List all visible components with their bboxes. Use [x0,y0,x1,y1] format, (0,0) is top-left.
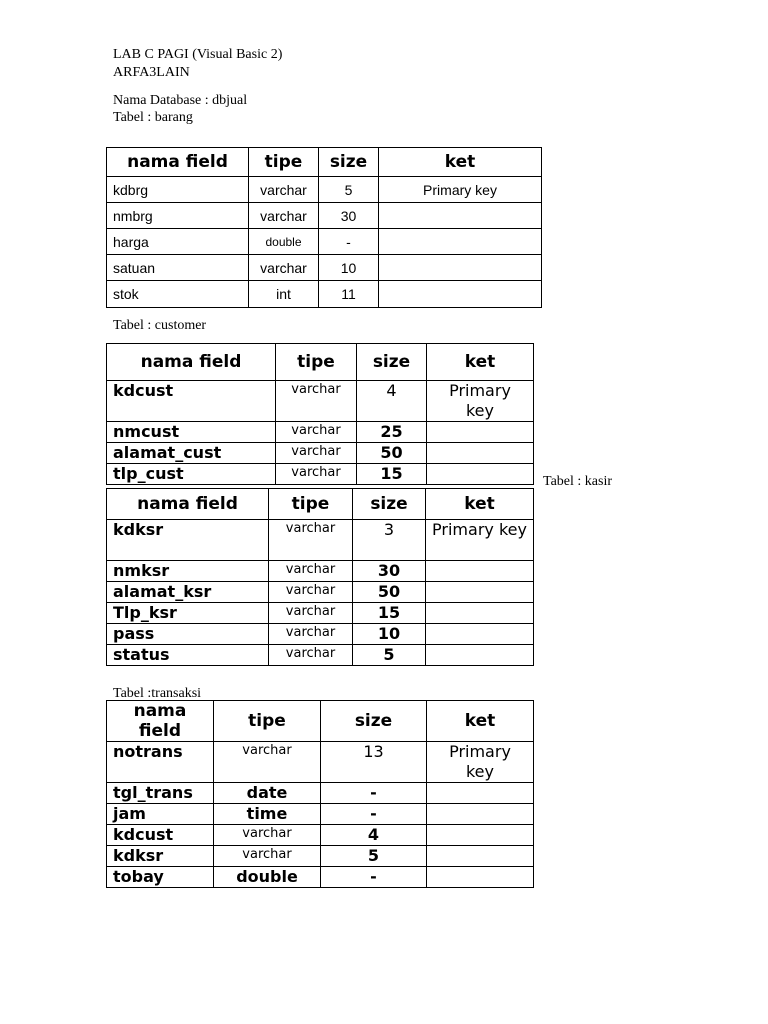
table-row [107,804,534,825]
field-ket [379,255,542,281]
field-ket [379,281,542,308]
header-tipe: tipe [276,344,357,381]
field-name: nmksr [107,561,269,582]
table-row [107,464,534,485]
field-name: kdbrg [107,177,249,203]
field-type: varchar [249,203,319,229]
table-header-row [107,344,534,381]
field-ket [427,422,534,443]
table-row [107,561,534,582]
field-ket [427,846,534,867]
field-size: - [321,867,427,888]
table-row [107,422,534,443]
field-type: varchar [269,645,353,666]
field-name: Tlp_ksr [107,603,269,624]
table-row [107,783,534,804]
field-size: 50 [353,582,426,603]
table-header-row [107,489,534,520]
field-ket [427,443,534,464]
field-size: - [321,804,427,825]
field-ket [379,229,542,255]
field-size: 5 [319,177,379,203]
field-size: 4 [321,825,427,846]
field-type: varchar [269,561,353,582]
field-size: 25 [357,422,427,443]
header-tipe: tipe [249,148,319,177]
field-type: time [214,804,321,825]
field-name: nmbrg [107,203,249,229]
table-row [107,645,534,666]
table-kasir [106,488,534,666]
field-size: 15 [353,603,426,624]
field-ket [427,783,534,804]
field-type: varchar [269,520,353,561]
table-header-row [107,701,534,742]
field-ket [427,867,534,888]
field-size: 13 [321,742,427,783]
field-ket [426,624,534,645]
field-ket: Primary key [427,381,534,422]
table-barang-label: Tabel : barang [113,110,193,125]
field-type: varchar [276,443,357,464]
table-row [107,846,534,867]
field-size: 15 [357,464,427,485]
field-size: 50 [357,443,427,464]
header-nama-field: nama field [107,148,249,177]
database-name: Nama Database : dbjual [113,93,248,108]
field-size: 30 [353,561,426,582]
field-type: date [214,783,321,804]
field-size: 4 [357,381,427,422]
table-barang [106,147,542,308]
header-ket: ket [427,701,534,742]
header-size: size [319,148,379,177]
table-kasir-label: Tabel : kasir [543,474,612,489]
table-row [107,582,534,603]
field-size: 30 [319,203,379,229]
field-name: jam [107,804,214,825]
table-header-row [107,148,542,177]
field-size: 10 [353,624,426,645]
field-ket [426,582,534,603]
table-row [107,825,534,846]
table-row [107,603,534,624]
field-name: kdcust [107,825,214,846]
table-row [107,742,534,783]
field-type: varchar [269,624,353,645]
table-customer [106,343,534,485]
table-row [107,229,542,255]
field-name: tgl_trans [107,783,214,804]
header-ket: ket [379,148,542,177]
table-row [107,443,534,464]
field-type: varchar [214,846,321,867]
header-nama-field: nama field [107,701,214,742]
doc-title: LAB C PAGI (Visual Basic 2) [113,47,283,62]
field-type: varchar [249,177,319,203]
table-row [107,203,542,229]
field-ket: Primary key [427,742,534,783]
field-name: satuan [107,255,249,281]
field-name: stok [107,281,249,308]
field-name: status [107,645,269,666]
field-name: tlp_cust [107,464,276,485]
field-size: 5 [321,846,427,867]
field-type: int [249,281,319,308]
field-type: varchar [249,255,319,281]
field-ket [379,203,542,229]
table-row [107,177,542,203]
field-name: harga [107,229,249,255]
field-name: nmcust [107,422,276,443]
field-type: double [214,867,321,888]
table-transaksi-label: Tabel :transaksi [113,686,202,701]
field-size: 11 [319,281,379,308]
field-ket [427,464,534,485]
header-size: size [321,701,427,742]
field-ket: Primary key [426,520,534,561]
field-type: varchar [214,742,321,783]
header-size: size [357,344,427,381]
field-name: alamat_ksr [107,582,269,603]
table-customer-label: Tabel : customer [113,318,207,333]
field-type: varchar [276,464,357,485]
field-size: 3 [353,520,426,561]
table-row [107,624,534,645]
table-row [107,867,534,888]
field-size: - [321,783,427,804]
header-ket: ket [426,489,534,520]
doc-subtitle: ARFA3LAIN [113,65,190,80]
field-type: double [249,229,319,255]
field-ket: Primary key [379,177,542,203]
field-size: 5 [353,645,426,666]
field-ket [426,603,534,624]
field-name: alamat_cust [107,443,276,464]
table-row [107,381,534,422]
field-name: notrans [107,742,214,783]
field-ket [426,561,534,582]
field-ket [426,645,534,666]
field-type: varchar [276,422,357,443]
header-tipe: tipe [269,489,353,520]
field-size: - [319,229,379,255]
header-nama-field: nama field [107,344,276,381]
table-row [107,255,542,281]
field-name: kdksr [107,846,214,867]
table-row [107,281,542,308]
field-ket [427,804,534,825]
field-type: varchar [269,603,353,624]
table-transaksi [106,700,534,888]
field-name: tobay [107,867,214,888]
header-ket: ket [427,344,534,381]
field-name: pass [107,624,269,645]
field-type: varchar [269,582,353,603]
field-name: kdcust [107,381,276,422]
header-tipe: tipe [214,701,321,742]
table-row [107,520,534,561]
header-nama-field: nama field [107,489,269,520]
field-ket [427,825,534,846]
field-type: varchar [214,825,321,846]
header-size: size [353,489,426,520]
field-type: varchar [276,381,357,422]
field-size: 10 [319,255,379,281]
field-name: kdksr [107,520,269,561]
